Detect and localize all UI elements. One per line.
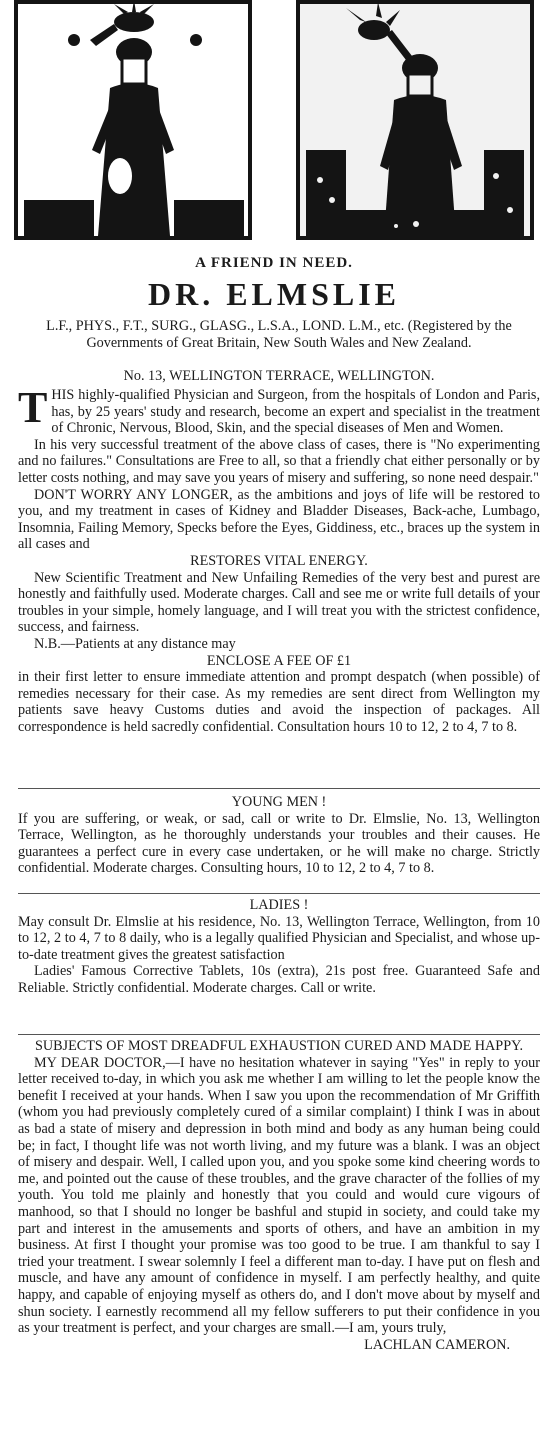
divider [18,788,540,789]
woodcut-goddess-icon [296,0,534,240]
fee-paragraph: in their first letter to ensure immediate attention and prompt despatch (when possible) of remedies necessary for their case. As my remedies are sent direct from Wellington my patients save heavy Customs duties and avoid the inspection of packages. All correspondence is held sacredly confidential. Consultation hours 10 to 12, 2 to 4, 7 to 8. [18,669,540,735]
ladies-paragraph: May consult Dr. Elmslie at his residence, No. 13, Wellington Terrace, Wellington, from 10 to 12, 2 to 4, 7 to 8 daily, who is a legally qualified Physician and Specialist, and whose up-to-date treatment gives the greatest satisfaction [18,913,540,963]
divider [18,1034,540,1035]
nb-line: N.B.—Patients at any distance may [34,635,236,652]
testimonial-letter: MY DEAR DOCTOR,—I have no hesitation whatever in saying "Yes" in reply to your letter received to-day, in which you ask me whether I am willing to let the people know the benefit I received at your hands. When I saw you upon the recommendation of Mr Griffith (whom you had previously completely cured of a similar complaint) I think I was in about as bad a state of misery and depression in both mind and body as any human being could be; in fact, I thought life was not worth living, and my future was a blank. I was an object of misery and despair. Well, I called upon you, and you spoke some kind cheering words to me, and pointed out the cause of these troubles, and the grave character of the follies of my youth. You told me plainly and honestly that you could and would cure vigours of manhood, so that I should no longer be bashful and stupid in society, and could take my part and interest in the amusements and sports of others, and have an ambition in my business. At first I thought your promise was too good to be true. I am thankful to say I tried your treatment. I swear solemnly I feel a different man to-day. I have put on flesh and muscle, and have any amount of confidence in myself. I am perfectly healthy, and quite happy, and capable of enjoying myself as others do, and I don't move about by myself and shun society. I earnestly recommend all my fellow sufferers to put their confidence in you as your treatment is perfect, and your charges are small.—I am, yours truly, [18,1054,540,1337]
address: No. 13, WELLINGTON TERRACE, WELLINGTON. [123,368,435,384]
treatment-paragraph: In his very successful treatment of the above class of cases, there is "No experimenting and no failures." Consultations are Free to all, so that a friendly chat either personally or by letter costs nothing, and may save you years of misery and suffering, so none need despair." [18,436,540,486]
restores-heading: RESTORES VITAL ENERGY. [190,552,368,569]
testimonial-section [18,1038,540,1353]
ladies-section [18,897,540,997]
heading-friend: A FRIEND IN NEED. [195,255,353,271]
intro-paragraph [18,383,540,437]
tablets-paragraph: Ladies' Famous Corrective Tablets, 10s (extra), 21s post free. Guaranteed Safe and Reliable. Strictly confidential. Moderate charges. Call or write. [18,963,540,996]
young-men-paragraph: If you are suffering, or weak, or sad, call or write to Dr. Elmslie, No. 13, Wellington Terrace, Wellington, as he thoroughly understands your troubles and their causes. He guarantees a perfect cure in every case undertaken, or he will make no charge. Strictly confidential. Moderate charges. Consulting hours, 10 to 12, 2 to 4, 7 to 8. [18,810,540,877]
divider [18,893,540,894]
scientific-paragraph: New Scientific Treatment and New Unfailing Remedies of the very best and purest are honestly and faithfully used. Moderate charges. Call and see me or write full details of your troubles in your simple, homely language, and I will treat you with the strictest confidence, success, and fairness. [18,569,540,636]
drop-cap: T [18,383,48,432]
heading-doctor: DR. ELMSLIE [147,276,401,312]
intro-text: HIS highly-qualified Physician and Surgeon, from the hospitals of London and Paris, has, by 25 years' study and research, become an expert and specialist in the treatment of Chronic, Nervous, Blood, Skin, and the special diseases of Men and Women. [51,387,540,437]
enclose-heading: ENCLOSE A FEE OF £1 [206,652,352,669]
young-men-heading: YOUNG MEN ! [231,794,327,810]
subjects-heading: SUBJECTS OF MOST DREADFUL EXHAUSTION CURED AND MADE HAPPY. [34,1038,524,1054]
goddess-illustration-right [296,0,534,240]
intro-section [18,383,540,735]
woodcut-goddess-icon [14,0,252,240]
ladies-heading: LADIES ! [249,897,309,913]
goddess-illustration-left [14,0,252,240]
qualifications: L.F., PHYS., F.T., SURG., GLASG., L.S.A., LOND. L.M., etc. (Registered by the Governments of Great Britain, New South Wales and New Zealand. [46,318,512,351]
signature: LACHLAN CAMERON. [364,1336,510,1353]
worry-paragraph: DON'T WORRY ANY LONGER, as the ambitions and joys of life will be restored to you, and my treatment in cases of Kidney and Bladder Diseases, Back-ache, Lumbago, Insomnia, Failing Memory, Specks before the Eyes, Giddiness, etc., braces up the system in all cases and [18,486,540,553]
illustration-row [14,0,548,240]
young-men-section [18,794,540,877]
